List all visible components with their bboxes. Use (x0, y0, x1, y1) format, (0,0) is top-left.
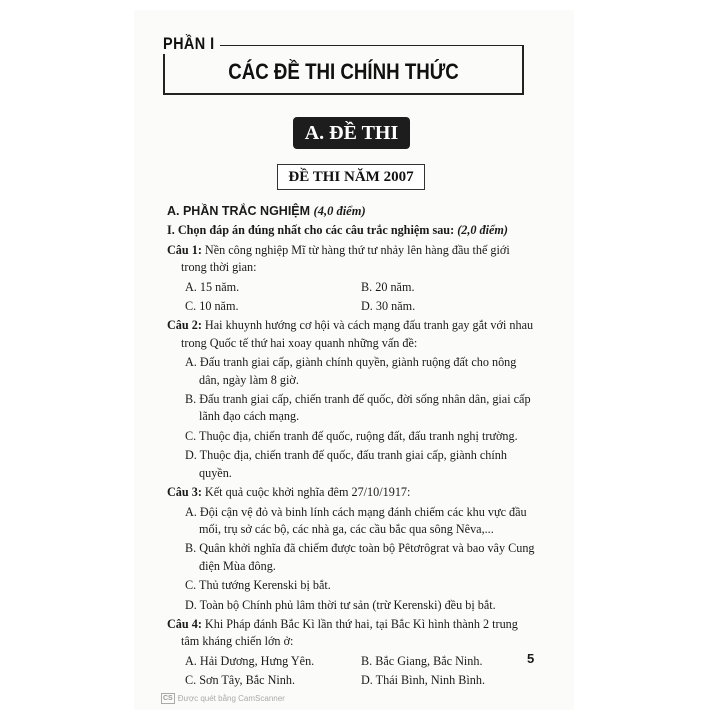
part-label: PHẦN I (163, 34, 220, 54)
question-label: Câu 2: (167, 318, 202, 333)
question-label: Câu 1: (167, 242, 202, 257)
section-points: (4,0 điểm) (313, 204, 366, 218)
question-text: Khi Pháp đánh Bắc Kì lần thứ hai, tại Bắc Kì hình thành 2 trung tâm kháng chiến lớn ở: (181, 616, 518, 649)
option-c: C. 10 năm. (185, 299, 239, 314)
option-row (167, 653, 537, 670)
option-d: D. Thuộc địa, chiến tranh đế quốc, đấu tranh giai cấp, giành chính quyền. (185, 448, 507, 480)
question-text: Hai khuynh hướng cơ hội và cách mạng đấu tranh gay gắt với nhau trong Quốc tế thứ hai xoay quanh những vấn đề: (181, 318, 534, 350)
subsection-points: (2,0 điểm) (457, 223, 508, 238)
camscanner-watermark (161, 693, 285, 704)
question-3 (167, 484, 537, 614)
exam-title: ĐỀ THI NĂM 2007 (277, 164, 425, 190)
option-c: C. Thủ tướng Kerenski bị bắt. (185, 578, 331, 593)
option-row (167, 298, 537, 315)
question-label: Câu 3: (167, 485, 202, 500)
camscanner-logo-icon: CS (163, 695, 173, 702)
exam-content (167, 203, 537, 692)
question-4 (167, 616, 537, 690)
option-b: B. Quân khởi nghĩa đã chiếm được toàn bộ Pêtơrôgrat và bao vây Cung điện Mùa đông. (185, 541, 535, 573)
question-text: Kết quả cuộc khởi nghĩa đêm 27/10/1917: (204, 485, 411, 500)
option-d: D. Toàn bộ Chính phủ lâm thời tư sản (trừ Kerenski) đều bị bắt. (185, 597, 496, 612)
subsection-heading (167, 222, 537, 239)
question-2 (167, 317, 537, 482)
option-d: D. Thái Bình, Ninh Bình. (361, 673, 486, 688)
option-row (167, 279, 537, 296)
question-label: Câu 4: (167, 616, 202, 631)
option-a: A. Đội cận vệ đỏ và binh lính cách mạng đánh chiếm các khu vực đầu mối, trụ sở các bộ, các nhà ga, các cầu bắc qua sông Nêva,... (185, 504, 527, 536)
option-a: A. Hải Dương, Hưng Yên. (185, 653, 315, 668)
subsection-title: I. Chọn đáp án đúng nhất cho các câu trắc nghiệm sau: (167, 223, 455, 238)
section-label: A. ĐỀ THI (293, 117, 410, 149)
option-a: A. 15 năm. (185, 279, 240, 294)
question-1 (167, 242, 537, 316)
question-text: Nền công nghiệp Mĩ từ hàng thứ tư nhảy lên hàng đầu thế giới trong thời gian: (181, 242, 510, 275)
option-b: B. Đấu tranh giai cấp, chiến tranh đế quốc, đời sống nhân dân, giai cấp lãnh đạo cách mạng. (185, 392, 531, 424)
question-stem (167, 484, 537, 501)
option-a: A. Đấu tranh giai cấp, giành chính quyền, giành ruộng đất cho nông dân, ngày làm 8 giờ. (185, 355, 517, 387)
question-stem (167, 317, 537, 352)
question-stem (167, 242, 537, 277)
watermark-text: Được quét bằng CamScanner (177, 694, 285, 703)
page-number: 5 (527, 651, 535, 666)
option-row (167, 672, 537, 689)
section-heading (167, 203, 537, 220)
option-d: D. 30 năm. (361, 299, 416, 314)
question-stem (167, 616, 537, 651)
option-b: B. Bắc Giang, Bắc Ninh. (361, 653, 483, 668)
option-c: C. Thuộc địa, chiến tranh đế quốc, ruộng đất, đấu tranh nghị trường. (185, 428, 518, 443)
section-title: A. PHẦN TRẮC NGHIỆM (167, 204, 311, 218)
part-title: CÁC ĐỀ THI CHÍNH THỨC (228, 59, 459, 84)
option-c: C. Sơn Tây, Bắc Ninh. (185, 673, 296, 688)
option-b: B. 20 năm. (361, 279, 415, 294)
